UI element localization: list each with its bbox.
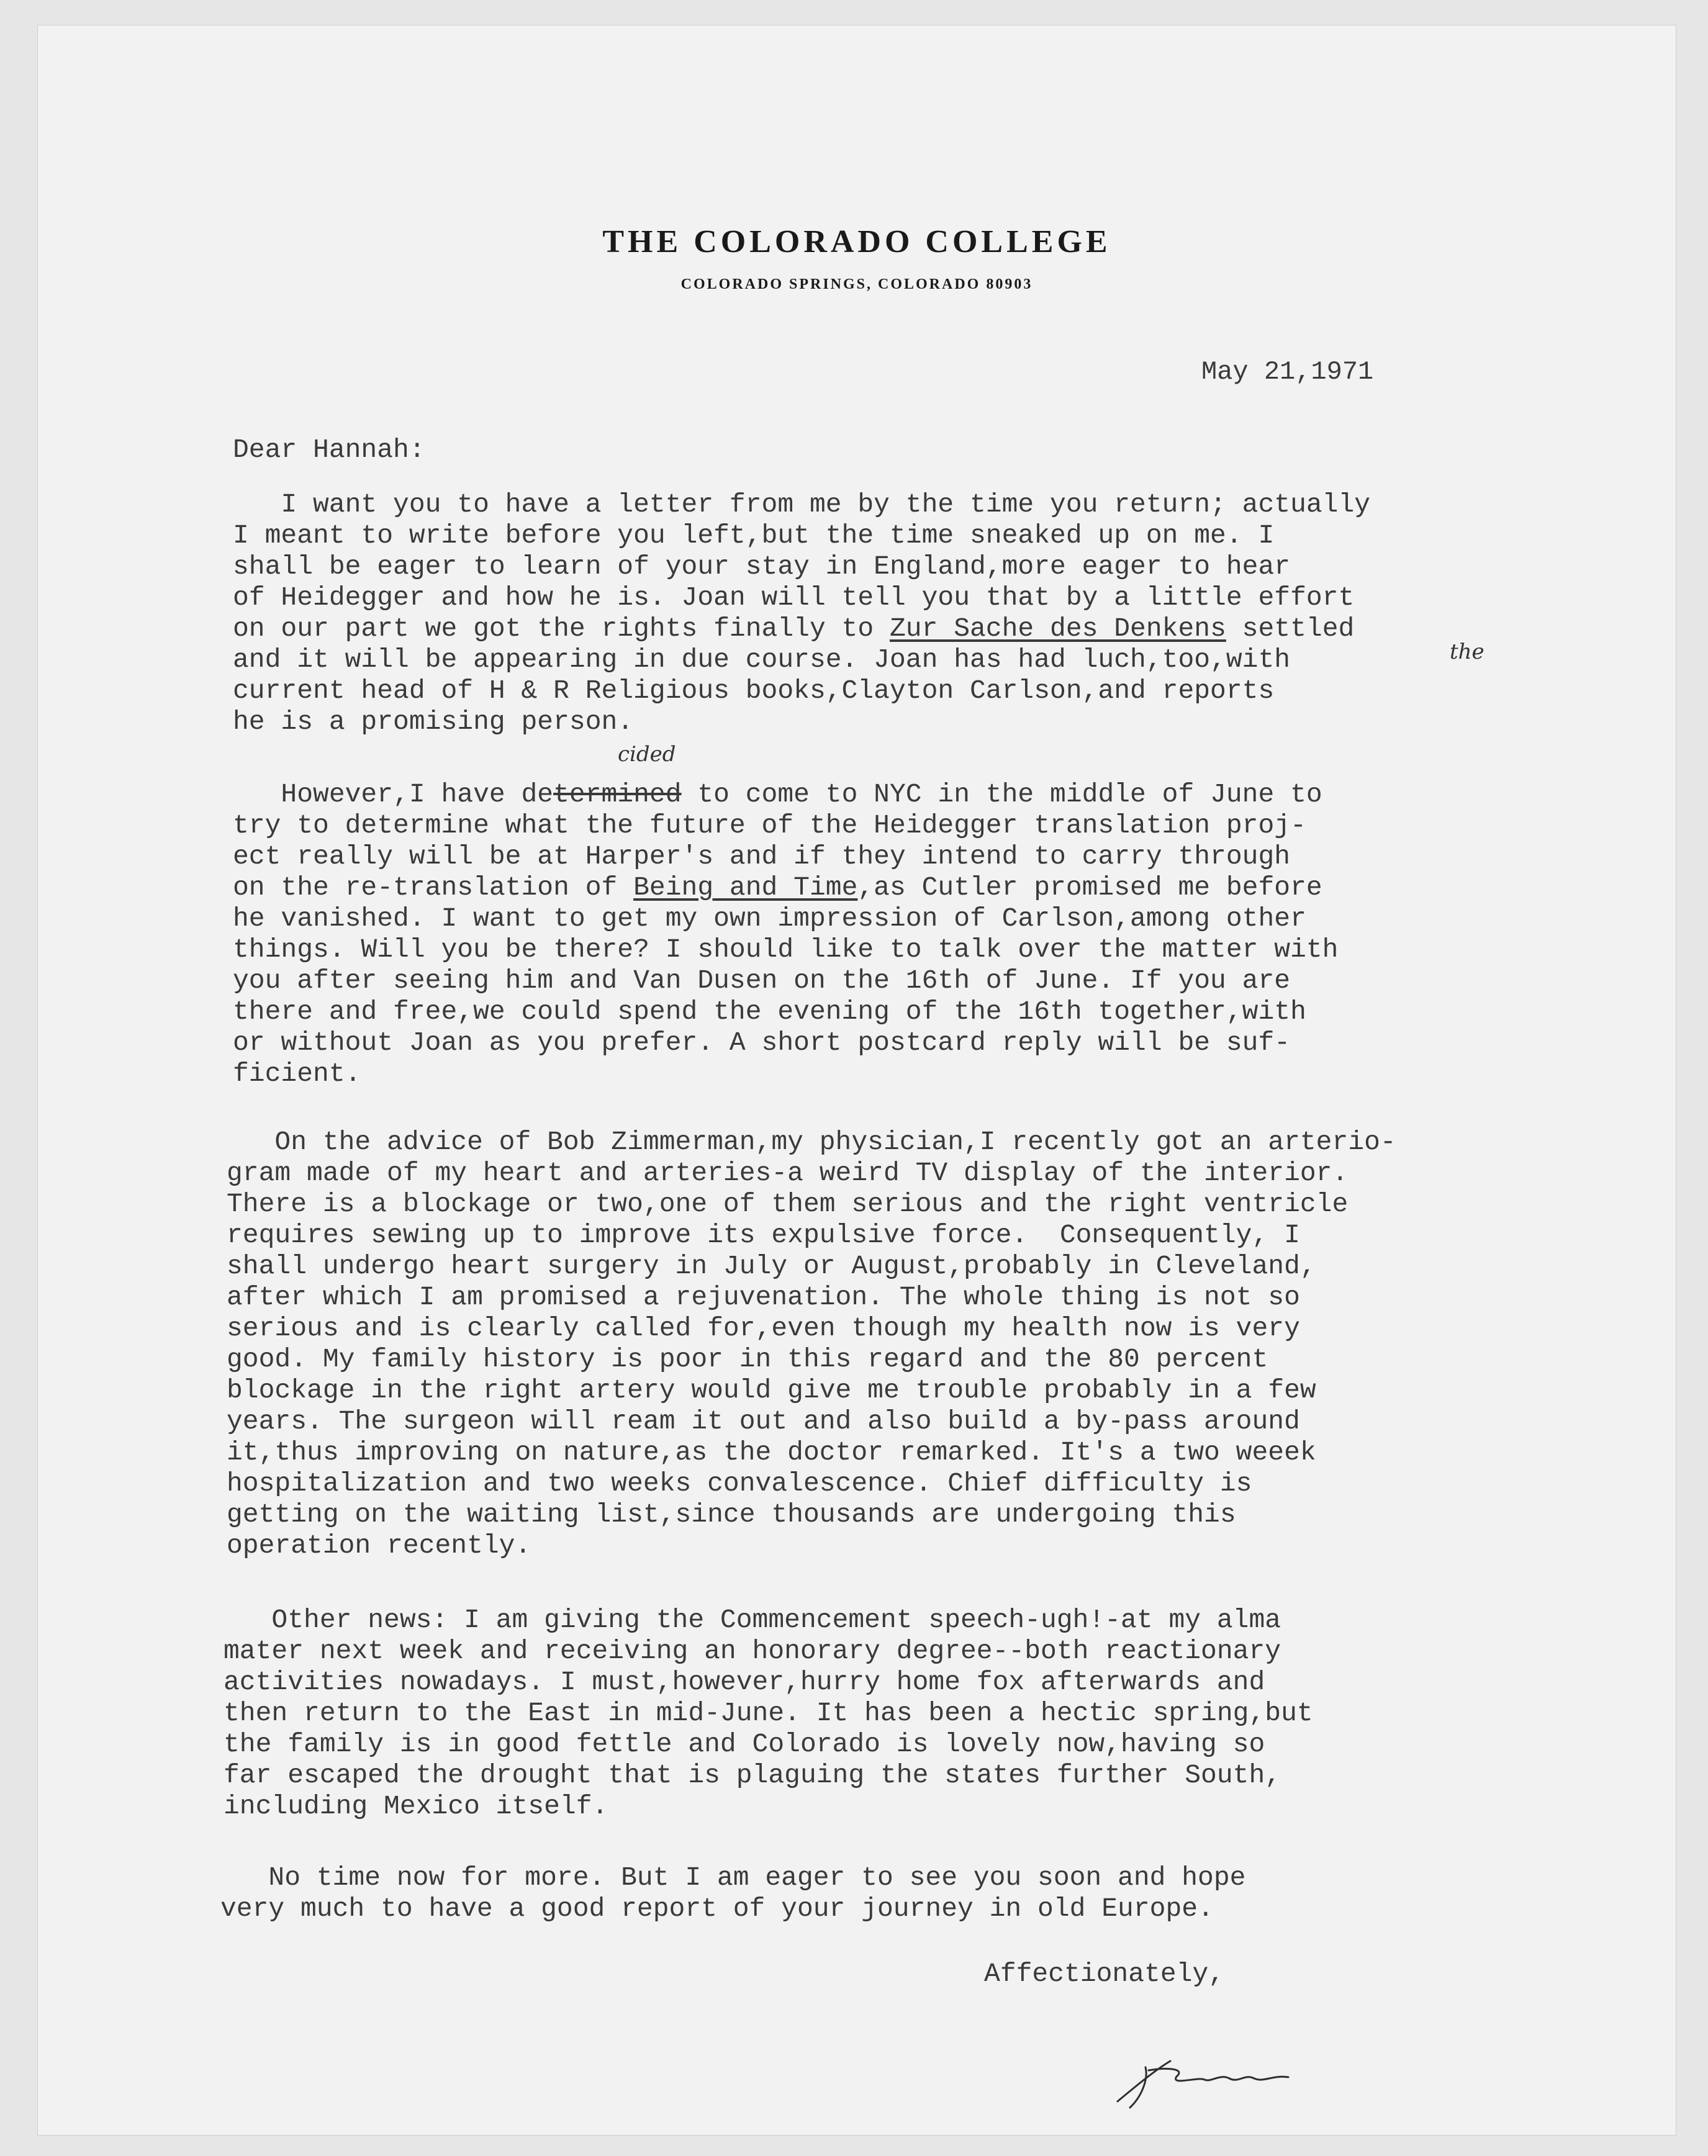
p1-line: I meant to write before you left,but the time sneaked up on me. I xyxy=(233,520,1275,551)
p2-line: things. Will you be there? I should like to talk over the matter with xyxy=(233,934,1339,965)
p4-line: activities nowadays. I must,however,hurry home fox afterwards and xyxy=(224,1667,1265,1697)
p4-line: mater next week and receiving an honorary degree--both reactionary xyxy=(224,1636,1281,1666)
p1-line: shall be eager to learn of your stay in England,more eager to hear xyxy=(233,551,1291,582)
p2-line: you after seeing him and Van Dusen on the 16th of June. If you are xyxy=(233,965,1291,996)
p2-line-text: on the re-translation of xyxy=(233,872,634,903)
p3-line: years. The surgeon will ream it out and also build a by-pass around xyxy=(227,1406,1300,1437)
p2-line: there and free,we could spend the evening of the 16th together,with xyxy=(233,996,1306,1027)
handwritten-signature xyxy=(1111,2042,1316,2117)
p1-line: current head of H & R Religious books,Clayton Carlson,and reports xyxy=(233,675,1275,706)
p4-line: Other news: I am giving the Commencement speech-ugh!-at my alma xyxy=(224,1605,1281,1635)
p3-line: There is a blockage or two,one of them serious and the right ventricle xyxy=(227,1189,1349,1219)
letterhead-title: THE COLORADO COLLEGE xyxy=(602,224,1111,259)
p3-line: hospitalization and two weeks convalescence. Chief difficulty is xyxy=(227,1468,1252,1499)
handwritten-insert: the xyxy=(1450,639,1484,664)
p3-line: after which I am promised a rejuvenation. The whole thing is not so xyxy=(227,1282,1300,1312)
p2-line xyxy=(233,872,1322,903)
p3-line: requires sewing up to improve its expulsive force. Consequently, I xyxy=(227,1220,1300,1250)
p2-line: ficient. xyxy=(233,1058,361,1089)
p2-line: try to determine what the future of the Heidegger translation proj- xyxy=(233,810,1306,841)
p3-line: blockage in the right artery would give me trouble probably in a few xyxy=(227,1375,1316,1405)
p1-line-text: on our part we got the rights finally to xyxy=(233,613,890,644)
letter-page xyxy=(37,25,1676,2136)
p3-line: getting on the waiting list,since thousands are undergoing this xyxy=(227,1499,1236,1530)
book-title: Being and Time xyxy=(633,872,858,903)
p1-line-text: settled xyxy=(1226,613,1355,644)
p1-line: he is a promising person. xyxy=(233,706,634,737)
p3-line: good. My family history is poor in this regard and the 80 percent xyxy=(227,1344,1268,1374)
p4-line: then return to the East in mid-June. It has been a hectic spring,but xyxy=(224,1698,1313,1728)
p3-line: operation recently. xyxy=(227,1530,531,1561)
letter-date: May 21,1971 xyxy=(1201,357,1374,387)
p2-line: he vanished. I want to get my own impression of Carlson,among other xyxy=(233,903,1306,934)
handwritten-correction: cided xyxy=(618,742,676,767)
p4-line: the family is in good fettle and Colorado is lovely now,having so xyxy=(224,1729,1265,1759)
p4-line: far escaped the drought that is plaguing the states further South, xyxy=(224,1760,1281,1790)
p3-line: gram made of my heart and arteries-a weird TV display of the interior. xyxy=(227,1158,1349,1188)
struck-word: termined xyxy=(553,779,682,810)
p3-line: shall undergo heart surgery in July or August,probably in Cleveland, xyxy=(227,1251,1316,1281)
p3-line: it,thus improving on nature,as the doctor remarked. It's a two weeek xyxy=(227,1437,1316,1468)
p1-line: and it will be appearing in due course. Joan has had luch,too,with xyxy=(233,644,1291,675)
p5-line: very much to have a good report of your journey in old Europe. xyxy=(220,1893,1214,1924)
p1-line: of Heidegger and how he is. Joan will tell you that by a little effort xyxy=(233,582,1355,613)
p2-line xyxy=(233,779,1322,810)
book-title: Zur Sache des Denkens xyxy=(889,613,1226,644)
p2-line-text: However,I have de xyxy=(233,779,554,810)
p1-line xyxy=(233,613,1354,644)
p3-line: On the advice of Bob Zimmerman,my physician,I recently got an arterio- xyxy=(227,1127,1396,1157)
p5-line: No time now for more. But I am eager to see you soon and hope xyxy=(220,1862,1246,1893)
p2-line-text: to come to NYC in the middle of June to xyxy=(681,779,1322,810)
p2-line: or without Joan as you prefer. A short postcard reply will be suf- xyxy=(233,1027,1291,1058)
p4-line: including Mexico itself. xyxy=(224,1791,608,1821)
p1-line: I want you to have a letter from me by the time you return; actually xyxy=(233,489,1371,520)
p2-line: ect really will be at Harper's and if they intend to carry through xyxy=(233,841,1291,872)
p2-line-text: ,as Cutler promised me before xyxy=(857,872,1322,903)
p3-line: serious and is clearly called for,even though my health now is very xyxy=(227,1313,1300,1343)
letterhead-address: COLORADO SPRINGS, COLORADO 80903 xyxy=(680,276,1033,292)
closing: Affectionately, xyxy=(984,1959,1225,1989)
salutation: Dear Hannah: xyxy=(233,435,425,465)
